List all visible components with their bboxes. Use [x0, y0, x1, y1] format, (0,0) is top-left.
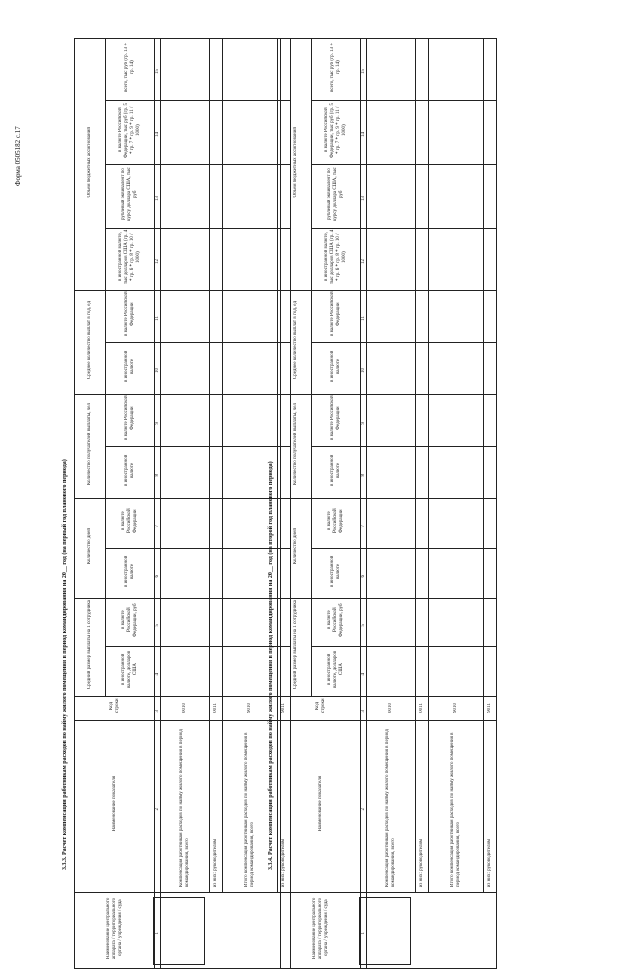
value-cell[interactable]	[429, 39, 484, 101]
row-code: 0011	[213, 702, 218, 713]
column-number: 11	[361, 315, 366, 321]
value-cell[interactable]	[416, 499, 429, 549]
code-header: Код строки	[108, 698, 120, 714]
row-code-cell[interactable]	[416, 697, 429, 721]
value-cell[interactable]	[210, 447, 223, 499]
value-cell[interactable]	[484, 447, 497, 499]
group-header: Количество получателей выплаты, чел	[87, 402, 92, 486]
value-cell[interactable]	[367, 395, 416, 447]
value-cell[interactable]	[416, 447, 429, 499]
row-code: 9010	[247, 702, 252, 713]
value-cell[interactable]	[367, 343, 416, 395]
group-header: Объем бюджетных ассигнований	[87, 126, 92, 198]
value-cell[interactable]	[429, 549, 484, 599]
value-cell[interactable]	[416, 165, 429, 229]
row-name: Итого компенсация работникам расходов по найму жилого помещения в период командирования, всего	[450, 732, 461, 887]
column-number: 6	[155, 575, 160, 578]
value-cell[interactable]	[210, 229, 223, 291]
row-name-cell[interactable]	[416, 721, 429, 893]
column-subheader: в валюте Российской Федерации	[124, 395, 135, 441]
column-number: 12	[361, 258, 366, 264]
group-header: Количество получателей выплаты, чел	[293, 402, 298, 486]
form-number: Форма 0505182 с.17	[14, 126, 22, 186]
value-cell[interactable]	[484, 39, 497, 101]
value-cell[interactable]	[367, 229, 416, 291]
value-cell[interactable]	[161, 647, 210, 697]
value-cell[interactable]	[416, 291, 429, 343]
value-cell[interactable]	[416, 647, 429, 697]
column-number: 6	[361, 575, 366, 578]
column-number: 9	[155, 422, 160, 425]
column-number: 13	[361, 195, 366, 201]
column-subheader: в иностранной валюте, тыс долларов США (гр. 4 * гр. 6 * гр. 8 * гр. 10 / 1000)	[118, 229, 141, 285]
data-table	[280, 38, 497, 969]
row-name-cell[interactable]	[210, 721, 223, 893]
group-header: Количество дней	[293, 527, 298, 565]
value-cell[interactable]	[484, 549, 497, 599]
column-subheader: в валюте Российской Федерации	[330, 395, 341, 441]
column-subheader: в валюте Российской Федерации	[327, 508, 344, 534]
value-cell[interactable]	[429, 343, 484, 395]
data-table	[74, 38, 291, 969]
row-name-cell[interactable]	[161, 721, 210, 893]
value-cell[interactable]	[210, 499, 223, 549]
column-subheader: в иностранной валюте, тыс долларов США (гр. 4 * гр. 6 * гр. 8 * гр. 10 / 1000)	[324, 229, 347, 285]
value-cell[interactable]	[416, 39, 429, 101]
column-number: 8	[155, 474, 160, 477]
column-number: 2	[361, 808, 366, 811]
indicator-header: Наименование показателя	[317, 776, 323, 832]
column-number: 15	[155, 68, 160, 74]
row-name: из них: руководителям	[419, 838, 424, 887]
row-code-cell[interactable]	[367, 697, 416, 721]
value-cell[interactable]	[416, 599, 429, 647]
group-header: Количество дней	[87, 527, 92, 565]
value-cell[interactable]	[210, 599, 223, 647]
column-subheader: в валюте Российской Федерации	[124, 291, 135, 337]
group-header: Средний размер выплаты на 1 сотрудника	[87, 600, 92, 690]
value-cell[interactable]	[416, 101, 429, 165]
column-number: 5	[155, 624, 160, 627]
value-cell[interactable]	[416, 549, 429, 599]
value-cell[interactable]	[161, 599, 210, 647]
value-cell[interactable]	[210, 165, 223, 229]
column-number: 15	[361, 68, 366, 74]
row-code: 0010	[388, 702, 393, 713]
org-input-box[interactable]	[359, 897, 411, 965]
value-cell[interactable]	[416, 229, 429, 291]
value-cell[interactable]	[367, 647, 416, 697]
value-cell[interactable]	[367, 165, 416, 229]
value-cell[interactable]	[223, 39, 278, 101]
value-cell[interactable]	[367, 447, 416, 499]
value-cell[interactable]	[161, 229, 210, 291]
value-cell[interactable]	[161, 165, 210, 229]
value-cell[interactable]	[484, 499, 497, 549]
column-number: 1	[361, 932, 366, 935]
column-subheader: в иностранной валюте	[124, 454, 135, 486]
column-number: 10	[155, 367, 160, 373]
column-subheader: в валюте Российской Федерации	[121, 508, 138, 534]
value-cell[interactable]	[161, 447, 210, 499]
row-name-cell[interactable]	[367, 721, 416, 893]
column-subheader: в валюте Российской Федерации, руб	[121, 603, 138, 637]
value-cell[interactable]	[367, 101, 416, 165]
row-code: 9011	[487, 702, 492, 713]
group-header: Средний размер выплаты на 1 сотрудника	[293, 600, 298, 690]
column-subheader: в валюте Российской Федерации	[330, 291, 341, 337]
value-cell[interactable]	[429, 165, 484, 229]
value-cell[interactable]	[161, 291, 210, 343]
column-number: 3	[155, 710, 160, 713]
row-code-cell[interactable]	[161, 697, 210, 721]
row-code-cell[interactable]	[484, 697, 497, 721]
value-cell[interactable]	[416, 395, 429, 447]
row-name-cell[interactable]	[429, 721, 484, 893]
column-number: 4	[361, 673, 366, 676]
org-header: Наименование центрального аппарата / территориального органа / учреждения / суда	[105, 897, 123, 959]
column-subheader: в валюте Российской Федерации, тыс руб (гр. 5 * гр. 7 * гр. 9 * гр. 11 / 1000)	[324, 102, 347, 158]
row-name: Компенсация работникам расходов по найму жилого помещения в период командирования, всего	[179, 729, 190, 887]
group-header: Среднее количество выплат в год, ед	[87, 300, 92, 380]
column-number: 14	[361, 131, 366, 137]
column-number: 5	[361, 624, 366, 627]
value-cell[interactable]	[210, 647, 223, 697]
row-name: из них: руководителям	[281, 838, 286, 887]
value-cell[interactable]	[416, 343, 429, 395]
row-code: 9011	[281, 702, 286, 713]
column-subheader: в иностранной валюте	[330, 555, 341, 587]
value-cell[interactable]	[484, 343, 497, 395]
value-cell[interactable]	[367, 549, 416, 599]
value-cell[interactable]	[429, 395, 484, 447]
column-subheader: в иностранной валюте	[330, 350, 341, 382]
column-subheader: в иностранной валюте, долларов США	[121, 650, 138, 688]
column-subheader: в валюте Российской Федерации, тыс руб (гр. 5 * гр. 7 * гр. 9 * гр. 11 / 1000)	[118, 102, 141, 158]
row-name: Итого компенсация работникам расходов по найму жилого помещения в период командирования, всего	[244, 732, 255, 887]
value-cell[interactable]	[161, 101, 210, 165]
value-cell[interactable]	[210, 39, 223, 101]
column-number: 14	[155, 131, 160, 137]
column-subheader: рублевый эквивалент по курсу доллара США, тыс руб	[121, 167, 138, 221]
value-cell[interactable]	[367, 291, 416, 343]
group-header: Объем бюджетных ассигнований	[293, 126, 298, 198]
row-code-cell[interactable]	[429, 697, 484, 721]
column-subheader: в иностранной валюте	[124, 350, 135, 382]
value-cell[interactable]	[429, 229, 484, 291]
value-cell[interactable]	[484, 599, 497, 647]
row-name: из них: руководителям	[213, 838, 218, 887]
value-cell[interactable]	[161, 549, 210, 599]
value-cell[interactable]	[161, 343, 210, 395]
column-number: 7	[361, 525, 366, 528]
column-number: 1	[155, 932, 160, 935]
row-name-cell[interactable]	[484, 721, 497, 893]
value-cell[interactable]	[429, 447, 484, 499]
column-subheader: в валюте Российской Федерации, руб	[327, 603, 344, 637]
column-number: 3	[361, 710, 366, 713]
value-cell[interactable]	[429, 499, 484, 549]
column-number: 7	[155, 525, 160, 528]
column-number: 9	[361, 422, 366, 425]
column-subheader: рублевый эквивалент по курсу доллара США, тыс руб	[327, 167, 344, 221]
column-subheader: в иностранной валюте, долларов США	[327, 650, 344, 688]
value-cell[interactable]	[484, 229, 497, 291]
row-code: 0011	[419, 702, 424, 713]
value-cell[interactable]	[429, 291, 484, 343]
value-cell[interactable]	[210, 291, 223, 343]
column-number: 12	[155, 258, 160, 264]
value-cell[interactable]	[367, 39, 416, 101]
group-header: Среднее количество выплат в год, ед	[293, 300, 298, 380]
code-header: Код строки	[314, 698, 326, 714]
org-input-box[interactable]	[153, 897, 205, 965]
column-subheader: всего, тыс руб (гр. 13 + гр. 14)	[330, 42, 341, 92]
row-code: 0010	[182, 702, 187, 713]
row-name: Компенсация работникам расходов по найму жилого помещения в период командирования, всего	[385, 729, 396, 887]
row-name: из них: руководителям	[487, 838, 492, 887]
value-cell[interactable]	[484, 647, 497, 697]
value-cell[interactable]	[484, 165, 497, 229]
section-title: 3.3.3. Расчет компенсации работникам расходов по найму жилого помещения в период командирования на 20__ год (на первый год планового периода)	[62, 459, 68, 870]
value-cell[interactable]	[161, 395, 210, 447]
column-number: 8	[361, 474, 366, 477]
row-code-cell[interactable]	[210, 697, 223, 721]
section-title: 3.3.4. Расчет компенсации работникам расходов по найму жилого помещения в период командирования на 20__ год (на второй год планового периода)	[268, 461, 274, 870]
column-subheader: всего, тыс руб (гр. 13 + гр. 14)	[124, 42, 135, 92]
indicator-header: Наименование показателя	[111, 776, 117, 832]
column-number: 11	[155, 315, 160, 321]
value-cell[interactable]	[210, 549, 223, 599]
row-code: 9010	[453, 702, 458, 713]
value-cell[interactable]	[429, 599, 484, 647]
value-cell[interactable]	[210, 343, 223, 395]
value-cell[interactable]	[484, 101, 497, 165]
column-number: 10	[361, 367, 366, 373]
value-cell[interactable]	[367, 599, 416, 647]
column-number: 4	[155, 673, 160, 676]
value-cell[interactable]	[210, 101, 223, 165]
value-cell[interactable]	[484, 291, 497, 343]
column-number: 13	[155, 195, 160, 201]
column-subheader: в иностранной валюте	[124, 555, 135, 587]
column-number: 2	[155, 808, 160, 811]
value-cell[interactable]	[429, 101, 484, 165]
value-cell[interactable]	[429, 647, 484, 697]
org-header: Наименование центрального аппарата / территориального органа / учреждения / суда	[311, 897, 329, 959]
value-cell[interactable]	[484, 395, 497, 447]
value-cell[interactable]	[210, 395, 223, 447]
value-cell[interactable]	[367, 499, 416, 549]
value-cell[interactable]	[161, 39, 210, 101]
value-cell[interactable]	[161, 499, 210, 549]
column-subheader: в иностранной валюте	[330, 454, 341, 486]
